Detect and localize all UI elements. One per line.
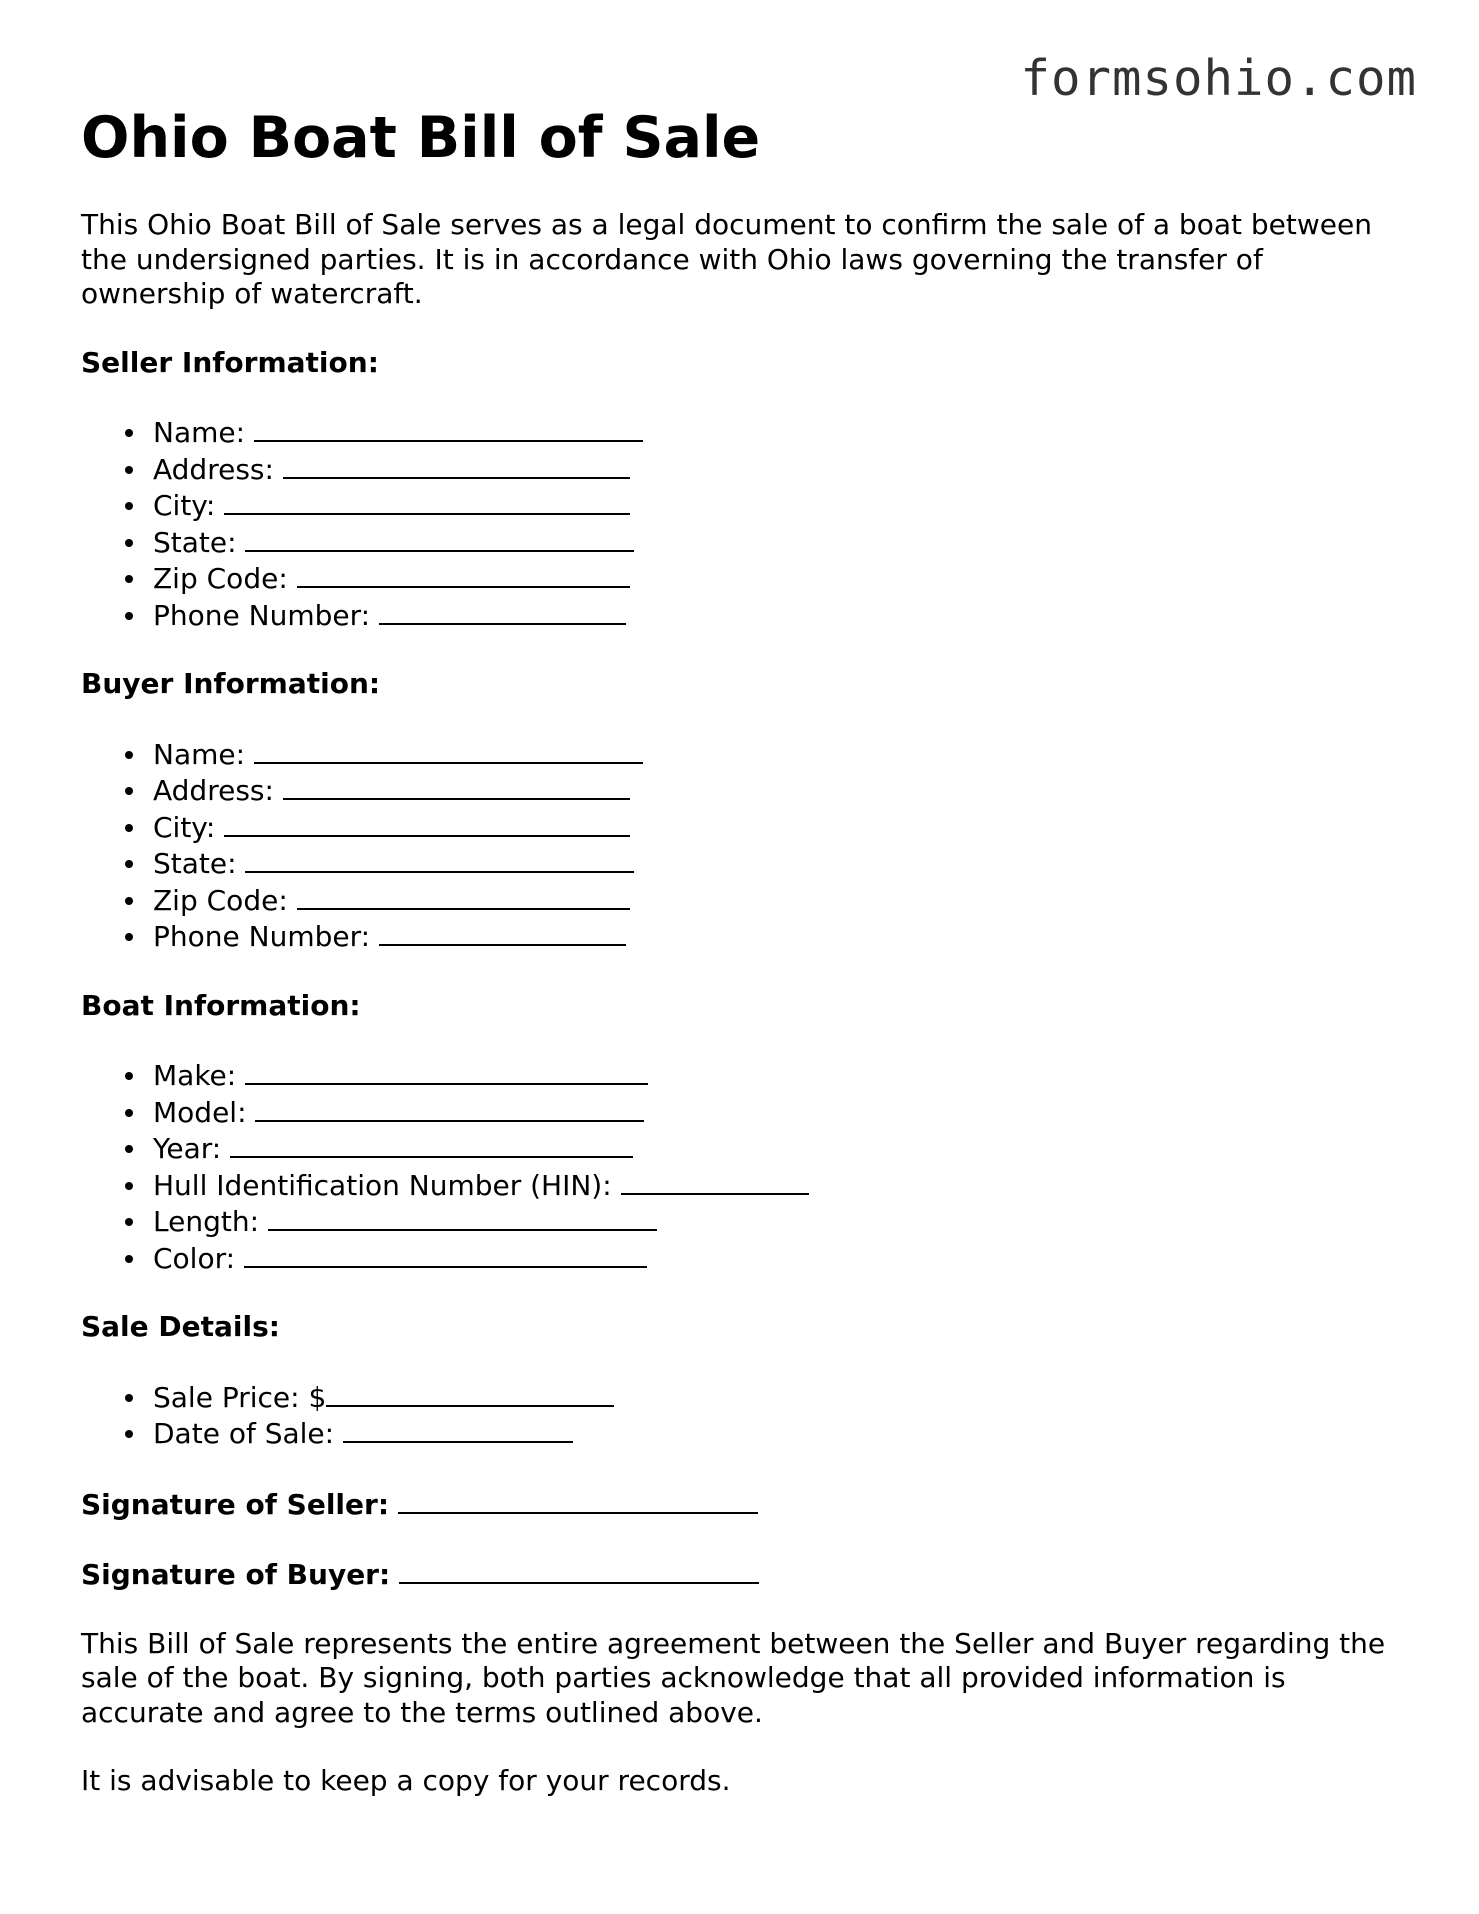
field-label: Model: (153, 1095, 247, 1129)
boat-hin-blank[interactable] (621, 1167, 809, 1195)
buyer-zip-blank[interactable] (297, 882, 630, 910)
field-label: Phone Number: (153, 920, 371, 953)
buyer-address-blank[interactable] (283, 772, 630, 800)
boat-make-field (153, 1057, 1411, 1094)
buyer-zip-field (153, 882, 1411, 919)
buyer-city-field (153, 809, 1411, 846)
seller-section-heading: Seller Information: (81, 345, 379, 379)
buyer-address-field (153, 772, 1411, 809)
field-label: State: (153, 525, 237, 559)
buyer-signature-row (81, 1556, 1411, 1593)
seller-phone-blank[interactable] (379, 597, 626, 625)
buyer-state-field (153, 845, 1411, 882)
buyer-state-blank[interactable] (245, 845, 634, 873)
boat-model-blank[interactable] (255, 1094, 644, 1122)
sale-price-field (153, 1379, 1411, 1416)
records-note: It is advisable to keep a copy for your records. (81, 1764, 731, 1797)
seller-city-field (153, 487, 1411, 524)
closing-paragraph: This Bill of Sale represents the entire agreement between the Seller and Buyer regarding the sale of the boat. By signing, both parties acknowledge that all provided information is accurate and agree to the terms outlined above. (81, 1626, 1386, 1729)
field-label: Color: (153, 1241, 236, 1275)
seller-name-field (153, 414, 1411, 451)
boat-year-field (153, 1130, 1411, 1167)
field-label: Address: (153, 774, 274, 807)
sale-date-field (153, 1415, 1411, 1452)
field-label: Hull Identification Number (HIN): (153, 1168, 612, 1202)
boat-hin-field (153, 1167, 1411, 1204)
sale-price-blank[interactable] (326, 1379, 614, 1407)
boat-length-field (153, 1203, 1411, 1240)
boat-field-list (81, 1057, 1411, 1276)
field-label: Phone Number: (153, 598, 371, 632)
field-label: Name: (153, 737, 246, 771)
field-label: Make: (153, 1059, 237, 1092)
sale-date-blank[interactable] (343, 1415, 573, 1443)
buyer-signature-label: Signature of Buyer: (81, 1558, 391, 1591)
field-label: Name: (153, 416, 246, 449)
field-label: Zip Code: (153, 562, 288, 595)
buyer-phone-blank[interactable] (379, 918, 626, 946)
intro-paragraph: This Ohio Boat Bill of Sale serves as a legal document to confirm the sale of a boat between the undersigned parties. It is in accordance with Ohio laws governing the transfer of ownership of watercraft. (81, 208, 1372, 310)
boat-length-blank[interactable] (268, 1203, 657, 1231)
field-label: State: (153, 847, 237, 880)
boat-section-heading: Boat Information: (81, 988, 361, 1022)
field-label: Address: (153, 452, 274, 486)
seller-address-field (153, 451, 1411, 488)
field-label: Year: (153, 1132, 222, 1165)
buyer-section-heading: Buyer Information: (81, 667, 381, 700)
seller-signature-blank[interactable] (398, 1486, 758, 1514)
buyer-phone-field (153, 918, 1411, 955)
boat-year-blank[interactable] (230, 1130, 633, 1158)
document-title: Ohio Boat Bill of Sale (81, 105, 761, 171)
buyer-name-blank[interactable] (254, 736, 643, 764)
seller-signature-label: Signature of Seller: (81, 1487, 390, 1521)
seller-city-blank[interactable] (224, 487, 630, 515)
seller-state-field (153, 524, 1411, 561)
seller-signature-row (81, 1486, 1411, 1523)
sale-section-heading: Sale Details: (81, 1310, 280, 1343)
seller-zip-blank[interactable] (297, 560, 630, 588)
seller-state-blank[interactable] (245, 524, 634, 552)
field-label: Zip Code: (153, 883, 288, 917)
buyer-signature-blank[interactable] (399, 1556, 759, 1584)
field-label: City: (153, 810, 216, 844)
seller-field-list (81, 414, 1411, 633)
boat-model-field (153, 1094, 1411, 1131)
seller-address-blank[interactable] (283, 451, 630, 479)
buyer-city-blank[interactable] (224, 809, 630, 837)
buyer-name-field (153, 736, 1411, 773)
boat-color-field (153, 1240, 1411, 1277)
seller-name-blank[interactable] (254, 414, 643, 442)
field-label: Date of Sale: (153, 1417, 335, 1450)
seller-phone-field (153, 597, 1411, 634)
document-body (81, 100, 1411, 1799)
sale-field-list (81, 1379, 1411, 1452)
buyer-field-list (81, 736, 1411, 955)
field-label: City: (153, 489, 216, 522)
boat-make-blank[interactable] (245, 1057, 648, 1085)
field-label: Sale Price: $ (153, 1380, 327, 1414)
seller-zip-field (153, 560, 1411, 597)
field-label: Length: (153, 1205, 260, 1238)
site-watermark: formsohio.com (1020, 50, 1417, 107)
boat-color-blank[interactable] (244, 1240, 647, 1268)
